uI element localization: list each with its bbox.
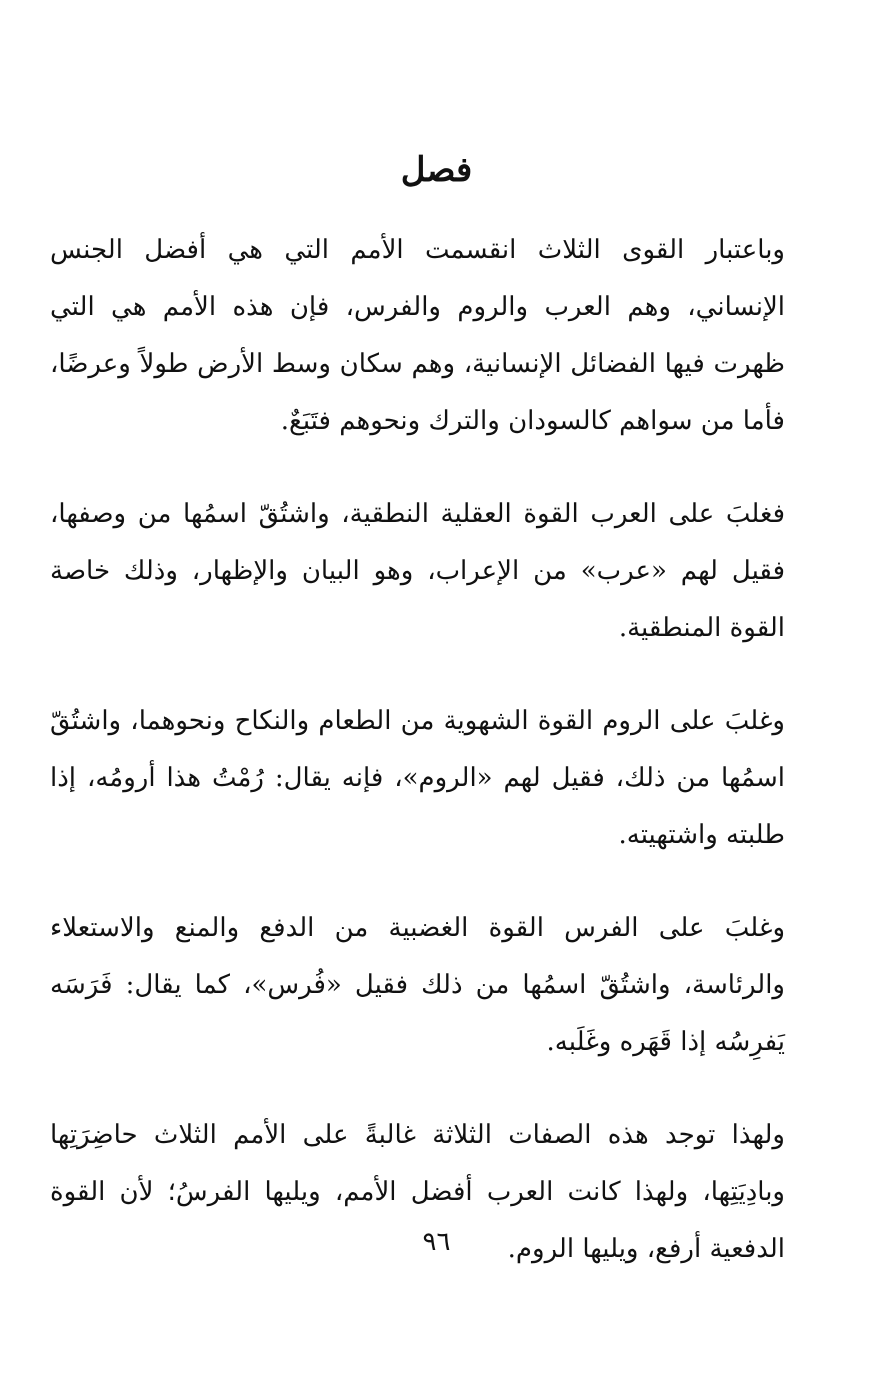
body-text [50, 222, 785, 1314]
paragraph: وغلبَ على الروم القوة الشهوية من الطعام والنكاح ونحوهما، واشتُقّ اسمُها من ذلك، فقيل لهم «الروم»، فإنه يقال: رُمْتُ هذا أرومُه، إذا طلبته واشتهيته. [50, 706, 785, 850]
paragraph: وغلبَ على الفرس القوة الغضبية من الدفع والمنع والاستعلاء والرئاسة، واشتُقّ اسمُها من ذلك فقيل «فُرس»، كما يقال: فَرَسَه يَفرِسُه إذا قَهَره وغَلَبه. [50, 913, 785, 1057]
page-number: ٩٦ [422, 1227, 451, 1257]
paragraph: وباعتبار القوى الثلاث انقسمت الأمم التي هي أفضل الجنس الإنساني، وهم العرب والروم والفرس، فإن هذه الأمم هي التي ظهرت فيها الفضائل الإنسانية، وهم سكان وسط الأرض طولاً وعرضًا، فأما من سواهم كالسودان والترك ونحوهم فتَبَعٌ. [50, 235, 785, 436]
paragraph: فغلبَ على العرب القوة العقلية النطقية، واشتُقّ اسمُها من وصفها، فقيل لهم «عرب» من الإعراب، وهو البيان والإظهار، وذلك خاصة القوة المنطقية. [50, 499, 785, 643]
paragraph: ولهذا توجد هذه الصفات الثلاثة غالبةً على الأمم الثلاث حاضِرَتِها وبادِيَتِها، ولهذا كانت العرب أفضل الأمم، ويليها الفرسُ؛ لأن القوة الدفعية أرفع، ويليها الروم. [50, 1120, 785, 1264]
section-heading: فصل [400, 150, 473, 190]
